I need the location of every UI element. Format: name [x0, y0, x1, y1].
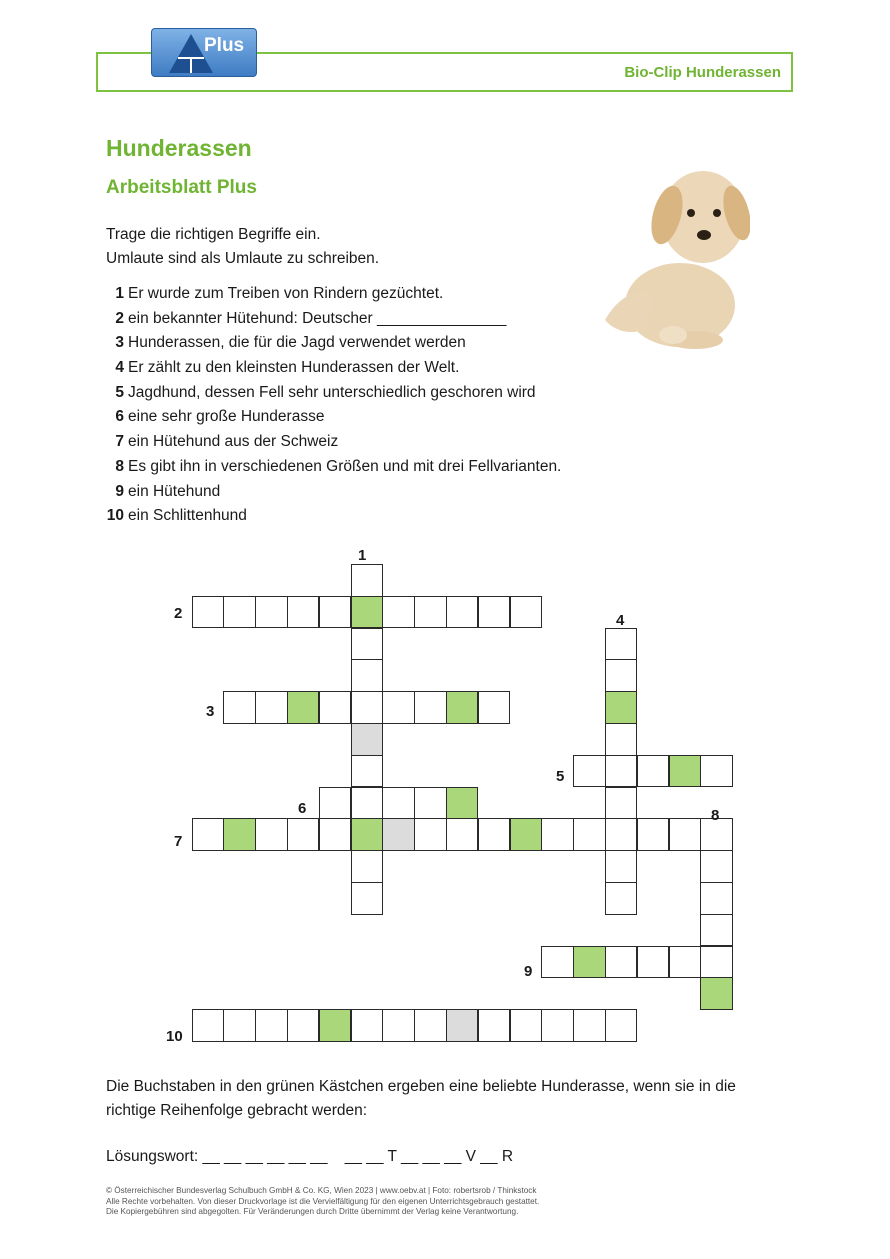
grid-clue-number: 6 — [298, 800, 307, 817]
clue-number: 8 — [115, 457, 124, 475]
crossword-cell[interactable] — [637, 755, 670, 788]
copyright-line: Die Kopiergebühren sind abgegolten. Für Veränderungen durch Dritte übernimmt der Verlag keine Verantwortung. — [106, 1207, 519, 1216]
copyright-line: Alle Rechte vorbehalten. Von dieser Druckvorlage ist die Vervielfältigung für den eigenen Unterrichtsgebrauch gestattet. — [106, 1196, 540, 1206]
crossword-cell[interactable] — [351, 628, 384, 661]
crossword-solution-cell[interactable] — [351, 596, 384, 629]
crossword-cell[interactable] — [700, 914, 733, 947]
clue-number: 10 — [106, 507, 124, 525]
logo-text: Plus — [204, 35, 245, 56]
crossword-solution-cell[interactable] — [223, 818, 256, 851]
grid-clue-number: 4 — [616, 612, 625, 629]
crossword-cell[interactable] — [637, 946, 670, 979]
crossword-cell[interactable] — [446, 1009, 479, 1042]
copyright-line: © Österreichischer Bundesverlag Schulbuch GmbH & Co. KG, Wien 2023 | www.oebv.at | Foto: robertsrob / Thinkstock — [106, 1186, 537, 1195]
crossword-cell[interactable] — [669, 818, 702, 851]
crossword-cell[interactable] — [382, 596, 415, 629]
crossword-solution-cell[interactable] — [446, 787, 479, 820]
crossword-cell[interactable] — [605, 723, 638, 756]
crossword-solution-cell[interactable] — [446, 691, 479, 724]
grid-clue-number: 3 — [206, 703, 215, 720]
clue-text: ein Hütehund aus der Schweiz — [128, 433, 339, 451]
crossword-cell[interactable] — [351, 850, 384, 883]
clue-text: Hunderassen, die für die Jagd verwendet werden — [128, 334, 466, 352]
grid-clue-number: 5 — [556, 768, 565, 785]
crossword-cell[interactable] — [351, 723, 384, 756]
crossword-cell[interactable] — [382, 1009, 415, 1042]
crossword-cell[interactable] — [446, 818, 479, 851]
crossword-cell[interactable] — [573, 818, 606, 851]
clue-text: Er wurde zum Treiben von Rindern gezüchtet. — [128, 285, 444, 302]
crossword-cell[interactable] — [319, 691, 352, 724]
crossword-cell[interactable] — [351, 787, 384, 820]
clue-item — [106, 383, 561, 408]
crossword-cell[interactable] — [255, 596, 288, 629]
crossword-cell[interactable] — [605, 628, 638, 661]
clue-number: 4 — [115, 359, 124, 377]
crossword-cell[interactable] — [255, 818, 288, 851]
crossword-cell[interactable] — [541, 1009, 574, 1042]
crossword-cell[interactable] — [287, 818, 320, 851]
crossword-cell[interactable] — [287, 596, 320, 629]
crossword-cell[interactable] — [351, 564, 384, 597]
crossword-cell[interactable] — [382, 818, 415, 851]
solution-word: Lösungswort: __ __ __ __ __ __ __ __ T __ __ __ V __ R — [106, 1148, 514, 1165]
crossword-cell[interactable] — [573, 1009, 606, 1042]
crossword-cell[interactable] — [510, 596, 543, 629]
solution-instruction: richtige Reihenfolge gebracht werden: — [106, 1102, 368, 1119]
clue-item — [106, 432, 561, 457]
crossword-cell[interactable] — [255, 1009, 288, 1042]
header-title: Bio-Clip Hunderassen — [624, 64, 781, 81]
crossword-cell[interactable] — [478, 596, 511, 629]
crossword-cell[interactable] — [478, 691, 511, 724]
crossword-solution-cell[interactable] — [573, 946, 606, 979]
crossword-cell[interactable] — [510, 1009, 543, 1042]
crossword-cell[interactable] — [382, 691, 415, 724]
clue-item — [106, 407, 561, 432]
instruction-line: Trage die richtigen Begriffe ein. — [106, 226, 321, 243]
grid-clue-number: 9 — [524, 963, 533, 980]
crossword-cell[interactable] — [223, 691, 256, 724]
crossword-cell[interactable] — [382, 787, 415, 820]
crossword-solution-cell[interactable] — [319, 1009, 352, 1042]
clue-text: Er zählt zu den kleinsten Hunderassen der Welt. — [128, 359, 460, 377]
crossword-solution-cell[interactable] — [700, 977, 733, 1010]
crossword-cell[interactable] — [351, 691, 384, 724]
crossword-cell[interactable] — [255, 691, 288, 724]
clue-text: ein bekannter Hütehund: Deutscher _______________ — [128, 309, 507, 327]
crossword-cell[interactable] — [192, 1009, 225, 1042]
puppy-image — [585, 155, 750, 355]
clue-item — [106, 482, 561, 507]
crossword-cell[interactable] — [192, 596, 225, 629]
clue-text: eine sehr große Hunderasse — [128, 408, 325, 426]
crossword-cell[interactable] — [478, 818, 511, 851]
crossword-cell[interactable] — [637, 818, 670, 851]
clue-text: Jagdhund, dessen Fell sehr unterschiedlich geschoren wird — [128, 383, 536, 401]
crossword-cell[interactable] — [605, 850, 638, 883]
plus-logo — [151, 28, 257, 77]
crossword-solution-cell[interactable] — [351, 818, 384, 851]
crossword-cell[interactable] — [223, 596, 256, 629]
clue-item — [106, 333, 561, 358]
crossword-cell[interactable] — [700, 882, 733, 915]
crossword-cell[interactable] — [351, 659, 384, 692]
crossword-cell[interactable] — [605, 946, 638, 979]
grid-clue-number: 1 — [358, 547, 367, 564]
crossword-cell[interactable] — [605, 882, 638, 915]
grid-clue-number: 8 — [711, 807, 720, 824]
crossword-cell[interactable] — [669, 946, 702, 979]
clue-number: 3 — [115, 334, 124, 352]
copyright-notice — [106, 1186, 539, 1218]
crossword-cell[interactable] — [605, 787, 638, 820]
crossword-cell[interactable] — [478, 1009, 511, 1042]
clue-number: 9 — [115, 482, 124, 500]
crossword-cell[interactable] — [446, 596, 479, 629]
clue-number: 2 — [115, 309, 124, 327]
crossword-cell[interactable] — [700, 850, 733, 883]
clue-number: 1 — [115, 285, 124, 302]
page-subtitle: Arbeitsblatt Plus — [106, 177, 257, 198]
crossword-cell[interactable] — [351, 882, 384, 915]
clue-item — [106, 358, 561, 383]
crossword-cell[interactable] — [319, 596, 352, 629]
crossword-cell[interactable] — [700, 755, 733, 788]
crossword-cell[interactable] — [351, 1009, 384, 1042]
crossword-solution-cell[interactable] — [510, 818, 543, 851]
crossword-cell[interactable] — [414, 691, 447, 724]
crossword-cell[interactable] — [319, 818, 352, 851]
clue-text: ein Hütehund — [128, 482, 221, 500]
instruction-line: Umlaute sind als Umlaute zu schreiben. — [106, 250, 380, 267]
crossword-cell[interactable] — [223, 1009, 256, 1042]
crossword-cell[interactable] — [541, 818, 574, 851]
crossword-cell[interactable] — [414, 1009, 447, 1042]
crossword-cell[interactable] — [700, 946, 733, 979]
crossword-cell[interactable] — [192, 818, 225, 851]
grid-clue-number: 10 — [166, 1028, 183, 1045]
crossword-solution-cell[interactable] — [669, 755, 702, 788]
clue-item — [106, 309, 561, 334]
crossword-cell[interactable] — [351, 755, 384, 788]
crossword-solution-cell[interactable] — [287, 691, 320, 724]
crossword-cell[interactable] — [605, 755, 638, 788]
solution-instruction: Die Buchstaben in den grünen Kästchen ergeben eine beliebte Hunderasse, wenn sie in die — [106, 1078, 736, 1095]
crossword-cell[interactable] — [573, 755, 606, 788]
crossword-solution-cell[interactable] — [605, 691, 638, 724]
clue-number: 6 — [115, 408, 124, 426]
grid-clue-number: 2 — [174, 605, 183, 622]
clue-item — [106, 506, 561, 531]
clue-item — [106, 457, 561, 482]
crossword-cell[interactable] — [605, 1009, 638, 1042]
clue-text: ein Schlittenhund — [128, 507, 247, 525]
clue-list — [106, 284, 561, 531]
crossword-cell[interactable] — [319, 787, 352, 820]
crossword-cell[interactable] — [414, 596, 447, 629]
crossword-cell[interactable] — [541, 946, 574, 979]
clue-number: 5 — [115, 383, 124, 401]
clue-item — [106, 284, 561, 309]
crossword-cell[interactable] — [287, 1009, 320, 1042]
crossword-cell[interactable] — [414, 818, 447, 851]
crossword-cell[interactable] — [414, 787, 447, 820]
clue-text: Es gibt ihn in verschiedenen Größen und mit drei Fellvarianten. — [128, 457, 562, 475]
page-title: Hunderassen — [106, 135, 252, 161]
clue-number: 7 — [115, 433, 124, 451]
crossword-cell[interactable] — [605, 818, 638, 851]
crossword-cell[interactable] — [605, 659, 638, 692]
grid-clue-number: 7 — [174, 833, 183, 850]
